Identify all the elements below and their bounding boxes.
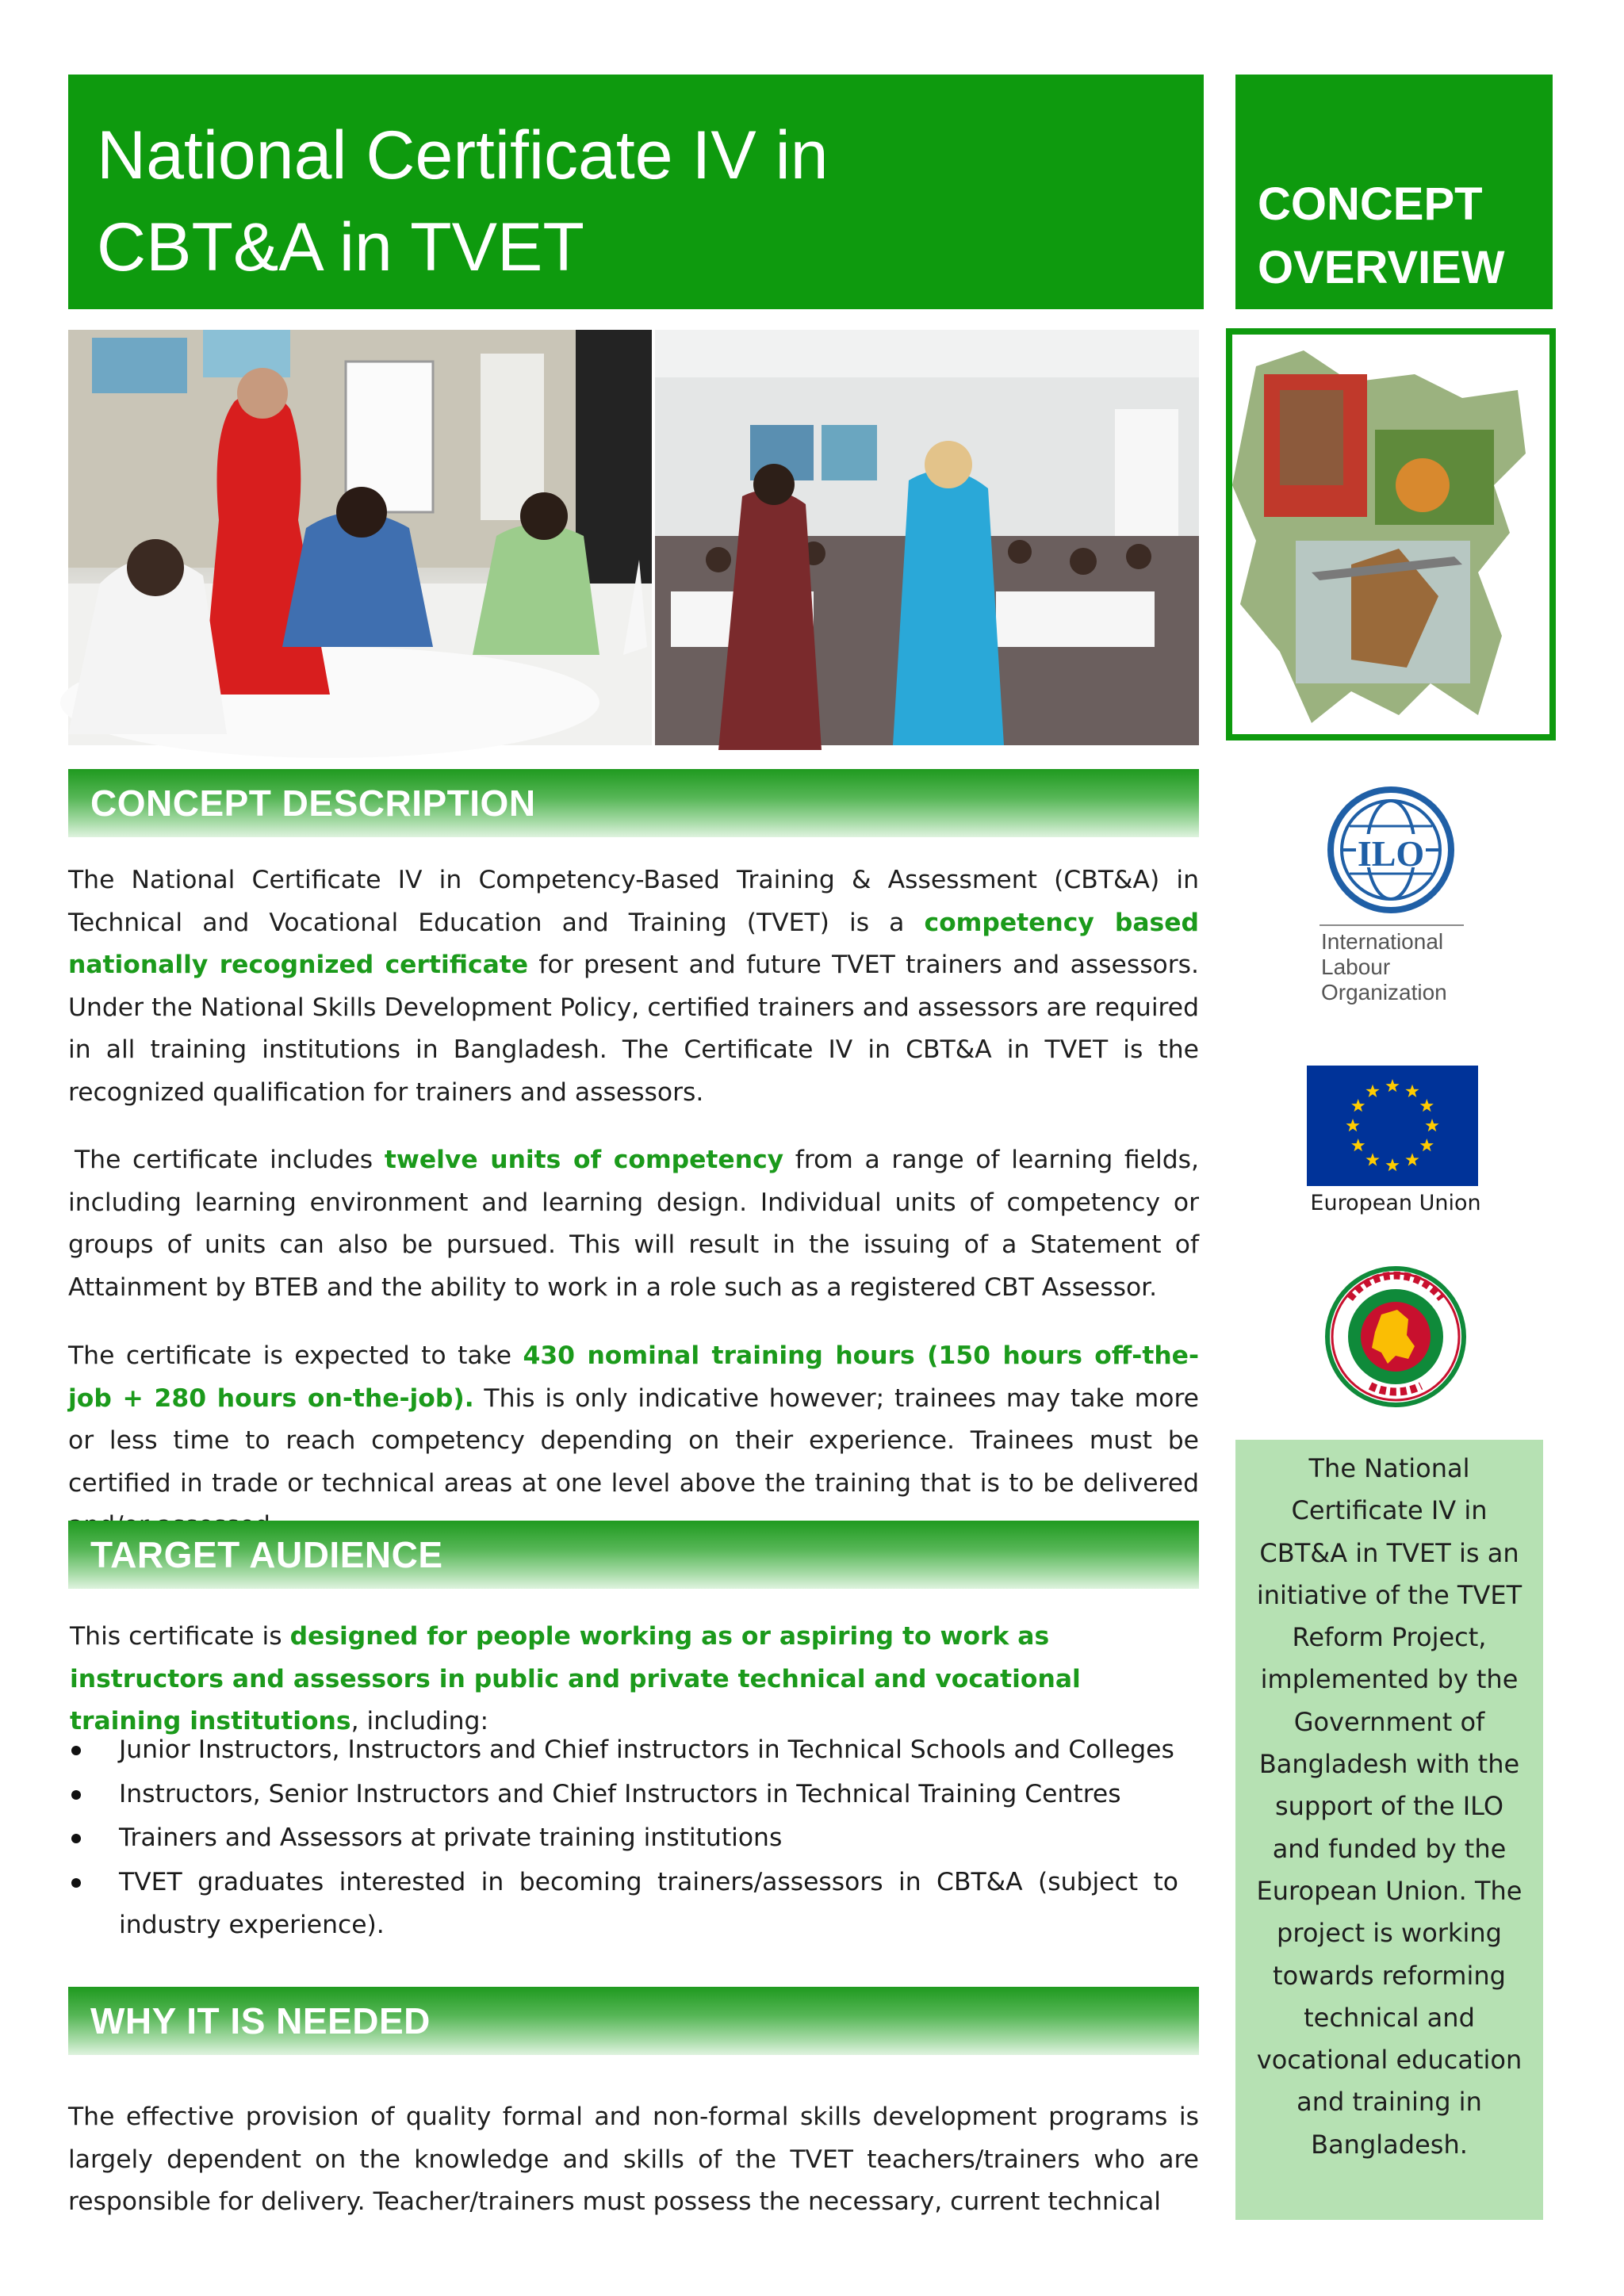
- project-info-sidebar: The National Certificate IV in CBT&A in TVET is an initiative of the TVET Reform Project, implemented by the Government of Bangladesh with the support of the ILO and funded by the European Union. The project is working towards reforming technical and vocational education and training in Bangladesh.: [1235, 1440, 1543, 2220]
- concept-description-paragraph-2: The certificate includes twelve units of competency from a range of learning fields, including learning environment and learning design. Individual units of competency or groups of units can also be pursued. This will result in the issuing of a Statement of Attainment by BTEB and the ability to work in a role such as a registered CBT Assessor.: [68, 1146, 1199, 1302]
- concept-description-paragraph-3: The certificate is expected to take 430 nominal training hours (150 hours off-the-job + 280 hours on-the-job). This is only indicative however; trainees may take more or less time to reach competency depending on their experience. Trainees must be certified in trade or technical areas at one level above the training that is to be delivered: [68, 1341, 1199, 1498]
- ilo-logo: ILO International Labour Organization: [1316, 786, 1507, 1024]
- concept-description-paragraph-1: The National Certificate IV in Competency-Based Training & Assessment (CBT&A) in Technical and Vocational Education and Training (TVET) is a competency based nationally recognized certificate for present and future TVET trainers and assessors. Under the National Skills Development Policy, certified trainers and assessors are required in all training institutions in Bangladesh. The Certificate IV in CBT&A in TVET is the recognized qualification for trainers and assessors.: [68, 866, 1199, 1107]
- document-title: National Certificate IV in CBT&A in TVET: [97, 117, 829, 285]
- european-union-logo: European Union: [1300, 1066, 1491, 1224]
- target-audience-list: [68, 1728, 1199, 1948]
- section-header-target-audience: TARGET AUDIENCE: [68, 1521, 1199, 1589]
- bullet-icon: [71, 1878, 81, 1888]
- bangladesh-government-seal: [1326, 1267, 1465, 1406]
- bangladesh-government-seal-icon: [1326, 1267, 1465, 1406]
- title-banner: [68, 75, 1204, 309]
- list-item: Junior Instructors, Instructors and Chief instructors in Technical Schools and Colleges: [68, 1728, 1199, 1772]
- why-needed-paragraph: The effective provision of quality formal and non-formal skills development programs is largely dependent on the knowledge and skills of the TVET teachers/trainers who are responsible for delivery. Teacher/trainers must possess the necessary, current technical: [68, 2103, 1199, 2216]
- target-audience-intro: This certificate is designed for people working as or aspiring to work as instructors and assessors in public and private technical and vocational training institutions, including:: [70, 1622, 1081, 1735]
- concept-overview-label: CONCEPT OVERVIEW: [1258, 178, 1505, 293]
- list-item: TVET graduates interested in becoming trainers/assessors in CBT&A (subject to industry experience).: [68, 1861, 1199, 1947]
- workshop-participants-photo: [655, 330, 1199, 745]
- bullet-icon: [71, 1790, 81, 1800]
- concept-overview-badge: [1235, 75, 1553, 309]
- ilo-name: International Labour Organization: [1321, 929, 1447, 1004]
- bullet-icon: [71, 1834, 81, 1843]
- section-header-concept-description: CONCEPT DESCRIPTION: [68, 769, 1199, 837]
- training-session-photo: [68, 330, 652, 745]
- bullet-icon: [71, 1746, 81, 1755]
- list-item: Trainers and Assessors at private training institutions: [68, 1816, 1199, 1860]
- section-header-why-it-is-needed: WHY IT IS NEEDED: [68, 1987, 1199, 2055]
- bangladesh-map-collage: [1226, 328, 1556, 740]
- eu-flag-icon: [1307, 1066, 1478, 1186]
- list-item: Instructors, Senior Instructors and Chief Instructors in Technical Training Centres: [68, 1773, 1199, 1816]
